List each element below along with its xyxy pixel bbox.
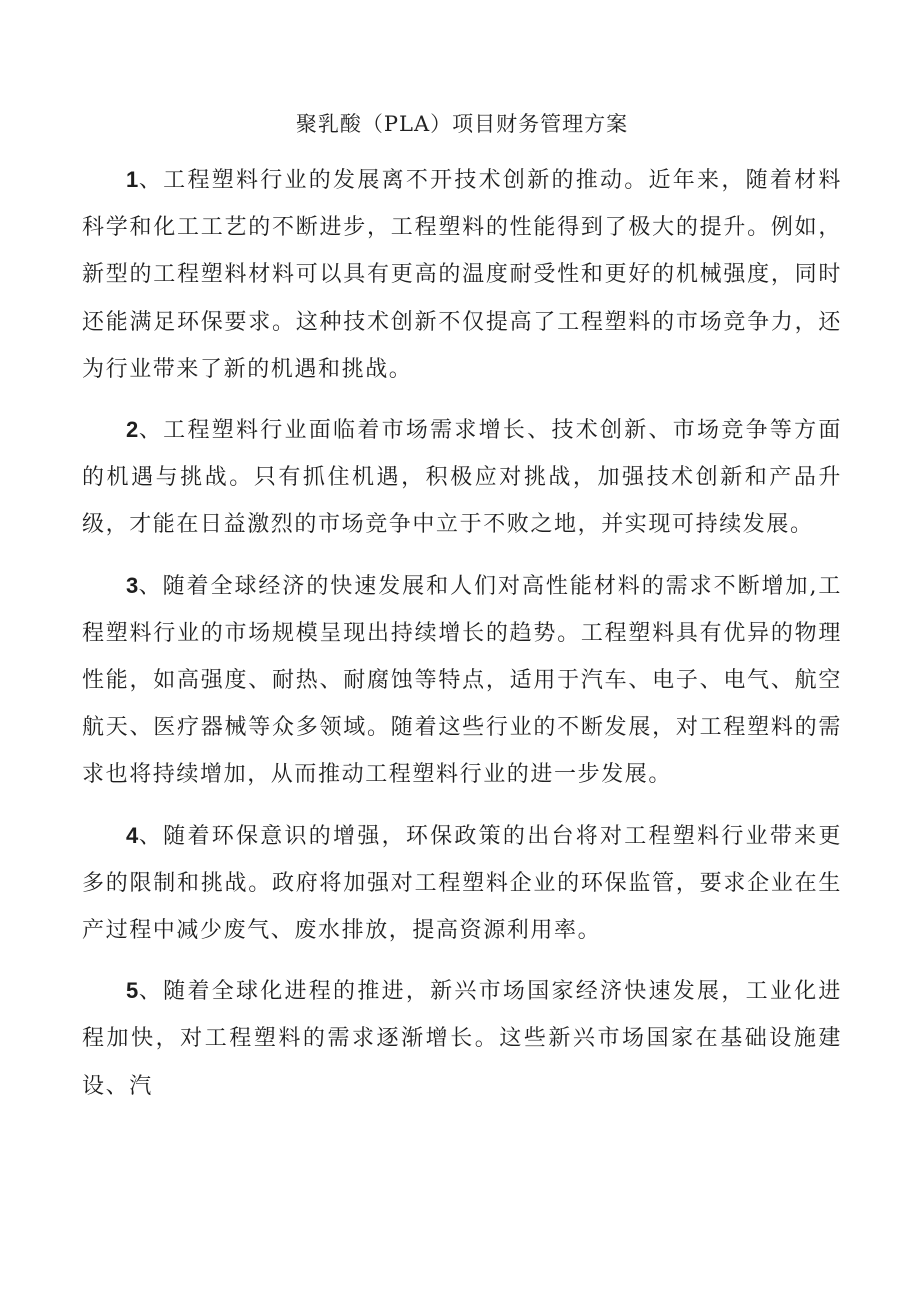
paragraph-number: 3 (126, 572, 139, 598)
paragraph-text: 、工程塑料行业面临着市场需求增长、技术创新、市场竞争等方面的机遇与挑战。只有抓住机遇，积极应对挑战，加强技术创新和产品升级，才能在日益激烈的市场竞争中立于不败之地，并实现可持续发展。 (82, 418, 842, 538)
paragraph-5 (82, 967, 842, 1110)
paragraph-number: 1 (126, 167, 139, 192)
paragraph-text: 、工程塑料行业的发展离不开技术创新的推动。近年来，随着材料科学和化工工艺的不断进步，工程塑料的性能得到了极大的提升。例如，新型的工程塑料材料可以具有更高的温度耐受性和更好的机械强度，同时还能满足环保要求。这种技术创新不仅提高了工程塑料的市场竞争力，还为行业带来了新的机遇和挑战。 (82, 168, 842, 382)
document-title: 聚乳酸（PLA）项目财务管理方案 (295, 112, 629, 136)
paragraph-number: 4 (126, 822, 139, 848)
paragraph-2 (82, 406, 842, 549)
paragraph-3 (82, 562, 842, 799)
paragraph-text: 、随着环保意识的增强，环保政策的出台将对工程塑料行业带来更多的限制和挑战。政府将加强对工程塑料企业的环保监管，要求企业在生产过程中减少废气、废水排放，提高资源利用率。 (82, 823, 842, 944)
paragraph-number: 5 (126, 978, 139, 1004)
paragraph-4 (82, 812, 842, 955)
paragraph-number: 2 (126, 417, 139, 443)
paragraph-text: 、随着全球经济的快速发展和人们对高性能材料的需求不断增加,工程塑料行业的市场规模呈现出持续增长的趋势。工程塑料具有优异的物理性能，如高强度、耐热、耐腐蚀等特点，适用于汽车、电子、电气、航空航天、医疗器械等众多领域。随着这些行业的不断发展，对工程塑料的需求也将持续增加，从而推动工程塑料行业的进一步发展。 (82, 573, 842, 788)
paragraph-text: 、随着全球化进程的推进，新兴市场国家经济快速发展，工业化进程加快，对工程塑料的需求逐渐增长。这些新兴市场国家在基础设施建设、汽 (82, 979, 842, 1099)
paragraph-1 (82, 156, 842, 393)
document-page (82, 104, 842, 1123)
